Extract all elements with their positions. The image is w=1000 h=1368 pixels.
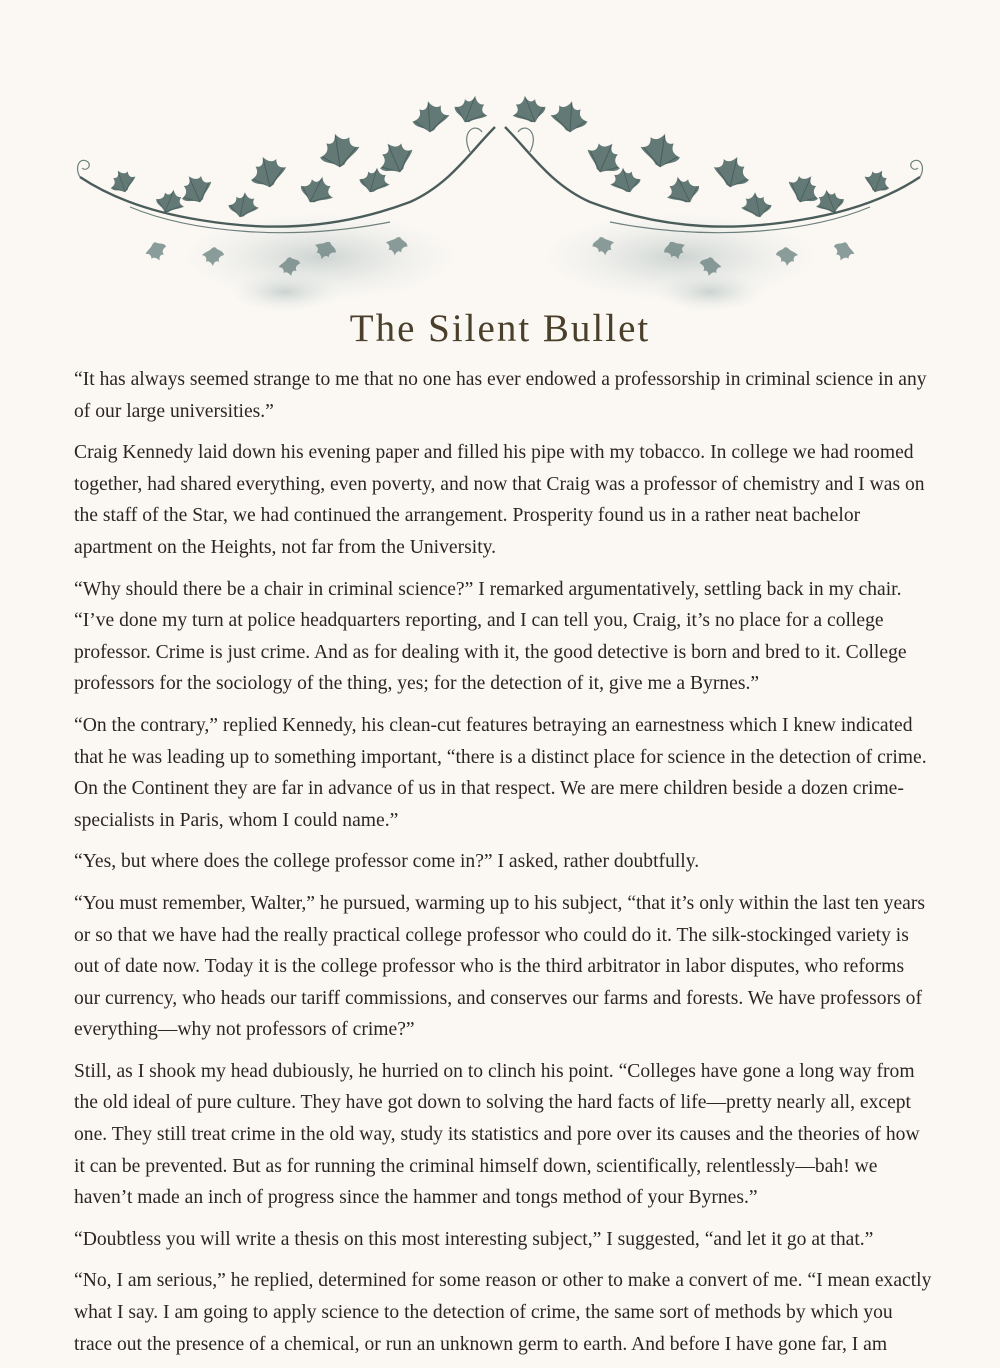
paragraph: “On the contrary,” replied Kennedy, his clean-cut features betraying an earnestness which I knew indicated that he was leading up to something important, “there is a distinct place for science in the detection of crime. On the Continent they are far in advance of us in that respect. We are mere children beside a dozen crime-specialists in Paris, whom I could name.” xyxy=(74,714,927,831)
paragraph: “You must remember, Walter,” he pursued, warming up to his subject, “that it’s only within the last ten years or so that we have had the really practical college professor who could do it. The silk-stockinged variety is out of date now. Today it is the college professor who is the third arbitrator in labor disputes, who reforms our currency, who heads our tariff commissions, and conserves our farms and forests. We have professors of everything—why not professors of crime?” xyxy=(74,892,926,1041)
paragraph: “Yes, but where does the college professor come in?” I asked, rather doubtfully. xyxy=(74,851,700,873)
paragraph: “No, I am serious,” he replied, determined for some reason or other to make a convert of me. “I mean exactly what I say. I am going to apply science to the detection of crime, the same sort of methods by which you trace out the presence of a chemical, or run an unknown germ to earth. And before I have gone far, I am xyxy=(74,1270,932,1355)
paragraph: “Why should there be a chair in criminal science?” I remarked argumentatively, settling back in my chair. “I’ve done my turn at police headquarters reporting, and I can tell you, Craig, it’s no place for a college professor. Crime is just crime. And as for dealing with it, the good detective is born and bred to it. College professors for the sociology of the thing, yes; for the detection of it, give me a Byrnes.” xyxy=(74,578,907,695)
paragraph: “Doubtless you will write a thesis on this most interesting subject,” I suggested, “and let it go at that.” xyxy=(74,1228,874,1250)
paragraph: “It has always seemed strange to me that no one has ever endowed a professorship in criminal science in any of our large universities.” xyxy=(74,369,927,422)
ivy-vine-ornament-icon xyxy=(70,92,930,317)
chapter-body xyxy=(74,364,934,1368)
paragraph: Craig Kennedy laid down his evening paper and filled his pipe with my tobacco. In college we had roomed together, had shared everything, even poverty, and now that Craig was a professor of chemistry and I was on the staff of the Star, we had continued the arrangement. Prosperity found us in a rather neat bachelor apartment on the Heights, not far from the University. xyxy=(74,442,925,558)
chapter-title: The Silent Bullet xyxy=(349,307,651,350)
paragraph: Still, as I shook my head dubiously, he hurried on to clinch his point. “Colleges have gone a long way from the old ideal of pure culture. They have got down to solving the hard facts of life—pretty nearly all, except one. They still treat crime in the old way, study its statistics and pore over its causes and the theories of how it can be prevented. But as for running the criminal himself down, scientifically, relentlessly—bah! we haven’t made an inch of progress since the hammer and tongs method of your Byrnes.” xyxy=(74,1060,920,1209)
